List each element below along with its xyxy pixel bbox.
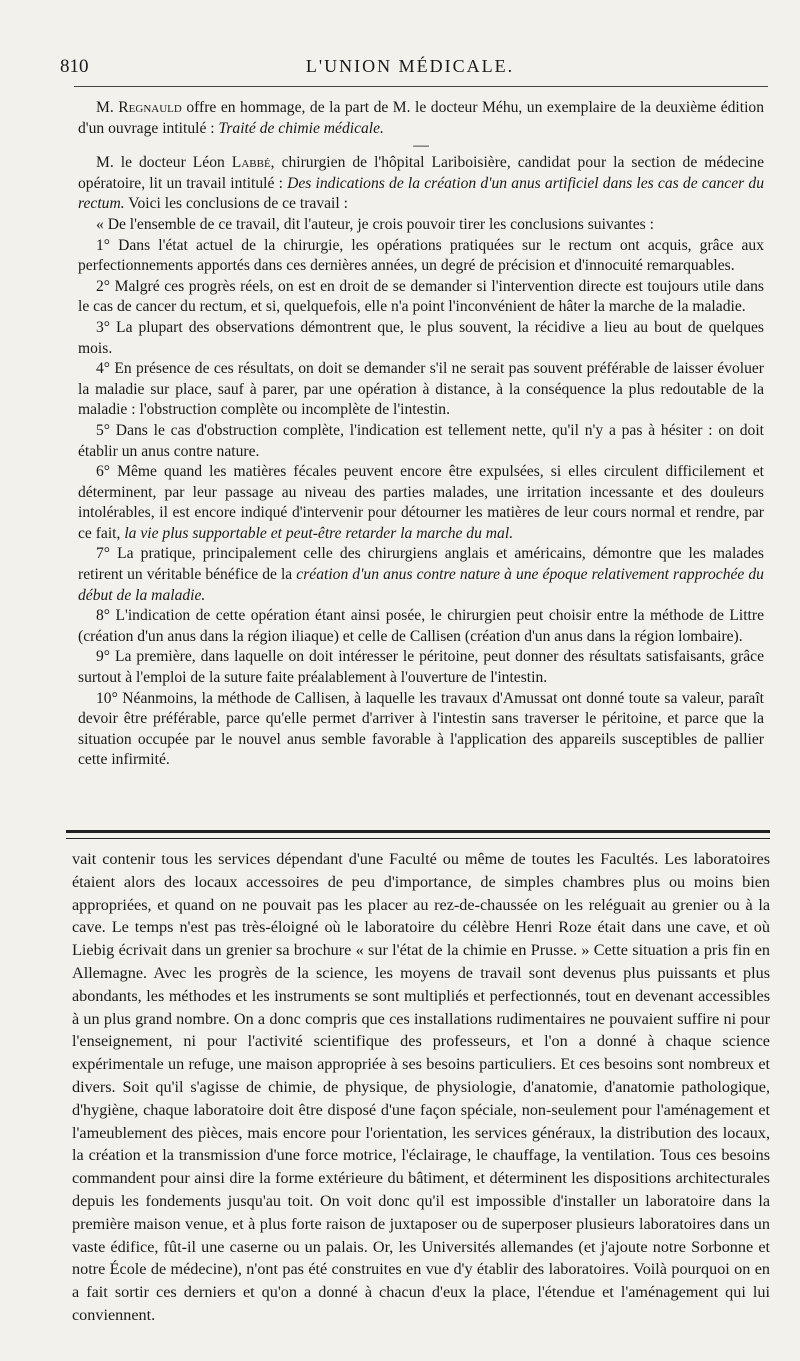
feuilleton-column — [72, 848, 770, 1327]
header-rule — [74, 86, 768, 87]
text-run: M. — [96, 99, 119, 116]
page-number: 810 — [60, 56, 89, 77]
conclusion-10: 10° Néanmoins, la méthode de Callisen, à laquelle les travaux d'Amussat ont donné toute sa valeur, paraît devoir être préférable, parce qu'elle permet d'arriver à l'intestin sans traverser le péritoine, et parce que la situation occupée par le nouvel anus semble favorable à l'application des appareils susceptibles de pallier cette infirmité. — [78, 689, 764, 769]
speaker-name: Regnauld — [118, 99, 182, 116]
book-title: Traité de chimie médicale. — [218, 119, 384, 137]
session-minutes — [78, 98, 764, 771]
separator-dash: — — [413, 137, 429, 155]
conclusion-6 — [78, 462, 764, 544]
conclusion-5: 5° Dans le cas d'obstruction complète, l'indication est tellement nette, qu'il n'y a pas à hésiter : on doit établir un anus contre nature. — [78, 421, 764, 460]
text-run: offre en hommage, de la part de M. le docteur Méhu, un exemplaire de la deuxième édition d'un ouvrage intitulé : — [78, 99, 764, 137]
feuilleton-separator — [66, 830, 770, 839]
work-title: Des indications de la création d'un anus artificiel dans les cas de cancer du rectum. — [78, 174, 764, 213]
italic-run: la vie plus supportable et peut-être retarder la marche du mal. — [124, 524, 514, 542]
text-run: 6° Même quand les matières fécales peuvent encore être expulsées, si elles circulent difficilement et déterminent, par leur passage au niveau des parties malades, une irritation incessante et des douleurs intolérables, il est encore indiqué d'intervenir pour détourner les matières de leur cours normal et rendre, par ce fait, — [78, 463, 764, 542]
text-run: Voici les conclusions de ce travail : — [124, 195, 348, 213]
page-header — [60, 56, 760, 82]
conclusion-7 — [78, 544, 764, 606]
conclusion-3: 3° La plupart des observations démontrent que, le plus souvent, la récidive a lieu au bout de quelques mois. — [78, 318, 764, 357]
speaker-name: Labbé — [231, 154, 271, 172]
regnauld-paragraph — [78, 98, 764, 139]
conclusion-9: 9° La première, dans laquelle on doit intéresser le péritoine, peut donner des résultats satisfaisants, grâce surtout à l'emploi de la suture faite préalablement à l'ouverture de l'intestin. — [78, 648, 764, 687]
text-run: M. le docteur Léon — [96, 154, 232, 172]
conclusion-4: 4° En présence de ces résultats, on doit se demander s'il ne serait pas souvent préférable de laisser évoluer la maladie sur place, sauf à parer, par une opération à distance, à la conséquence la plus redoutable de la maladie : l'obstruction complète ou incomplète de l'intestin. — [78, 360, 764, 419]
italic-run: création d'un anus contre nature à une époque relativement rapprochée du début de la maladie. — [78, 566, 764, 604]
conclusions-intro: « De l'ensemble de ce travail, dit l'auteur, je crois pouvoir tirer les conclusions suivantes : — [96, 215, 654, 233]
running-title: L'UNION MÉDICALE. — [305, 56, 515, 76]
text-run: , chirurgien de l'hôpital Lariboisière, candidat pour la section de médecine opératoire, lit un travail intitulé : — [78, 154, 764, 192]
feuilleton-paragraph: vait contenir tous les services dépendant d'une Faculté ou même de toutes les Facultés. Les laboratoires étaient alors des locaux accessoires de peu d'importance, de simples chambres plus ou moins bien appropriées, et quand on ne pouvait pas les placer au rez-de-chaussée on les reléguait au grenier ou à la cave. Le temps n'est pas très-éloigné où le laboratoire du célèbre Henri Roze était dans une cave, et où Liebig écrivait dans un grenier sa brochure « sur l'état de la chimie en Prusse. » Cette situation a pris fin en Allemagne. Avec les progrès de la science, les moyens de travail sont devenus plus puissants et plus abondants, les méthodes et les instruments se sont multipliés et perfectionnés, tout en devenant accessibles à un plus grand nombre. On a donc compris que ces installations rudimentaires ne pouvaient suffire ni pour l'enseignement, ni pour l'activité scientifique des professeurs, et l'on a donné à chaque science expérimentale un refuge, une maison appropriée à ses besoins particuliers. Et ces besoins sont nombreux et divers. Soit qu'il s'agisse de chimie, de physique, de physiologie, d'anatomie, d'anatomie pathologique, d'hygiène, chaque laboratoire doit être disposé d'une façon spéciale, non-seulement pour l'aménagement et l'ameublement des pièces, mais encore pour l'orientation, les services généraux, la distribution des locaux, la création et la transmission d'une force motrice, l'éclairage, le chauffage, la ventilation. Tous ces besoins commandent pour ainsi dire la forme extérieure du bâtiment, et déterminent les dispositions architecturales depuis les fondements jusqu'au toit. On voit donc qu'il est impossible d'installer un laboratoire dans la première maison venue, et à plus forte raison de juxtaposer ou de superposer plusieurs laboratoires dans un vaste édifice, fût-il une caserne ou un palais. Or, les Universités allemandes (et j'ajoute notre Sorbonne et notre École de médecine), n'ont pas été construites en vue d'y établir des laboratoires. Voilà pourquoi on en a fait sortir ces derniers et qu'on a donné à chacun d'eux la place, l'étendue et l'aménagement qui lui conviennent. — [72, 850, 770, 1324]
conclusion-8: 8° L'indication de cette opération étant ainsi posée, le chirurgien peut choisir entre la méthode de Littre (création d'un anus dans la région iliaque) et celle de Callisen (création d'un anus dans la région lombaire). — [78, 607, 764, 645]
labbe-paragraph — [78, 153, 764, 215]
conclusion-2: 2° Malgré ces progrès réels, on est en droit de se demander si l'intervention directe est toujours utile dans le cas de cancer du rectum, et si, quelquefois, elle n'a point l'inconvénient de hâter la marche de la maladie. — [78, 277, 764, 316]
conclusion-1: 1° Dans l'état actuel de la chirurgie, les opérations pratiquées sur le rectum ont acquis, grâce aux perfectionnements apportés dans ces dernières années, un degré de précision et d'innocuité remarquables. — [78, 236, 764, 275]
text-run: 7° La pratique, principalement celle des chirurgiens anglais et américains, démontre que les malades retirent un véritable bénéfice de la — [78, 545, 764, 584]
